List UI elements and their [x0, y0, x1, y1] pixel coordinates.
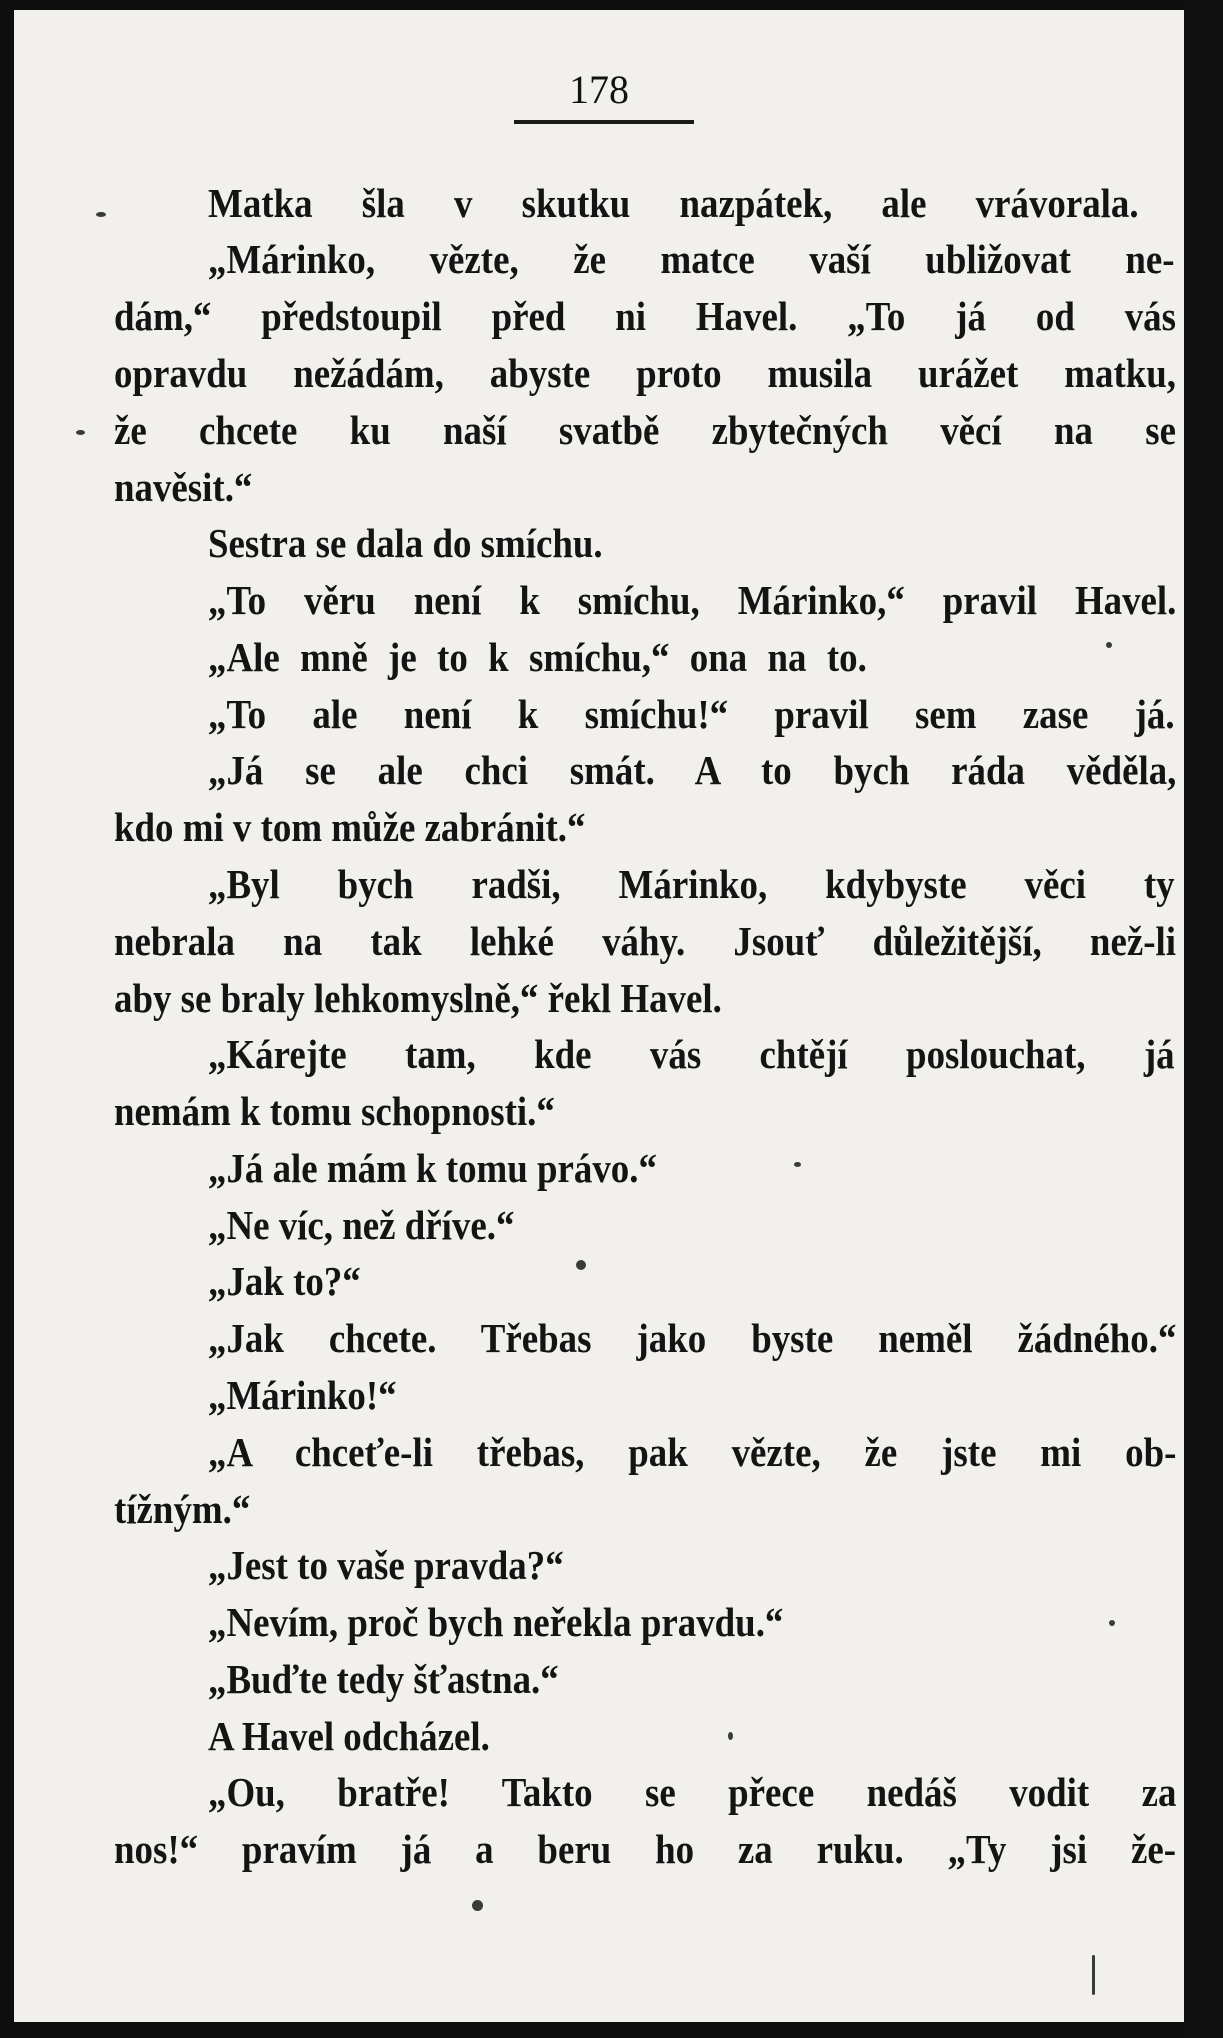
- text-line: nemám k tomu schopnosti.“: [114, 1088, 555, 1134]
- text-line: „Buďte tedy šťastna.“: [208, 1656, 559, 1702]
- book-page: [14, 10, 1184, 2022]
- text-line: tížným.“: [114, 1486, 251, 1532]
- ink-speck: [76, 430, 85, 435]
- text-line: A Havel odcházel.: [208, 1713, 490, 1759]
- text-line: „Nevím, proč bych neřekla pravdu.“: [208, 1599, 784, 1645]
- text-line: že chcete ku naší svatbě zbytečných věcí na se: [114, 407, 1176, 453]
- text-line: „Jest to vaše pravda?“: [208, 1542, 564, 1588]
- text-line: „Kárejte tam, kde vás chtějí poslouchat, já: [208, 1031, 1175, 1077]
- ink-speck: [576, 1260, 586, 1270]
- text-line: nos!“ pravím já a beru ho za ruku. „Ty jsi že-: [114, 1826, 1176, 1872]
- text-line: „Ne víc, než dříve.“: [208, 1202, 515, 1248]
- text-line: „Márinko!“: [208, 1372, 397, 1418]
- text-line: „To věru není k smíchu, Márinko,“ pravil Havel.: [208, 577, 1177, 623]
- text-line: opravdu nežádám, abyste proto musila urážet matku,: [114, 350, 1176, 396]
- text-line: Matka šla v skutku nazpátek, ale vrávorala.: [208, 180, 1139, 226]
- header-rule: [514, 120, 694, 124]
- text-line: „A chceťe-li třebas, pak vězte, že jste mi ob-: [208, 1429, 1177, 1475]
- text-line: „Já ale mám k tomu právo.“: [208, 1145, 657, 1191]
- text-line: navěsit.“: [114, 464, 253, 510]
- ink-speck: [472, 1900, 483, 1911]
- text-line: kdo mi v tom může zabránit.“: [114, 804, 586, 850]
- text-line: „Já se ale chci smát. A to bych ráda věděla,: [208, 747, 1177, 793]
- text-line: „Márinko, vězte, že matce vaší ubližovat ne-: [208, 236, 1175, 282]
- text-line: „To ale není k smíchu!“ pravil sem zase já.: [208, 691, 1175, 737]
- ink-speck: [728, 1732, 733, 1740]
- ink-speck: [1092, 1955, 1095, 1995]
- text-line: „Ale mně je to k smíchu,“ ona na to.: [208, 634, 867, 680]
- text-line: „Ou, bratře! Takto se přece nedáš vodit za: [208, 1769, 1177, 1815]
- ink-speck: [794, 1162, 801, 1167]
- text-line: „Byl bych radši, Márinko, kdybyste věci ty: [208, 861, 1175, 907]
- text-line: nebrala na tak lehké váhy. Jsouť důležitější, než-li: [114, 918, 1176, 964]
- dark-page-edge: [1184, 0, 1223, 2038]
- text-line: „Jak chcete. Třebas jako byste neměl žádného.“: [208, 1315, 1177, 1361]
- text-line: dám,“ předstoupil před ni Havel. „To já od vás: [114, 293, 1176, 339]
- ink-speck: [96, 212, 106, 217]
- ink-speck: [1106, 642, 1112, 648]
- text-line: „Jak to?“: [208, 1258, 361, 1304]
- text-line: Sestra se dala do smíchu.: [208, 520, 603, 566]
- ink-speck: [1109, 1620, 1115, 1626]
- page-number: 178: [569, 67, 629, 112]
- text-line: aby se braly lehkomyslně,“ řekl Havel.: [114, 975, 722, 1021]
